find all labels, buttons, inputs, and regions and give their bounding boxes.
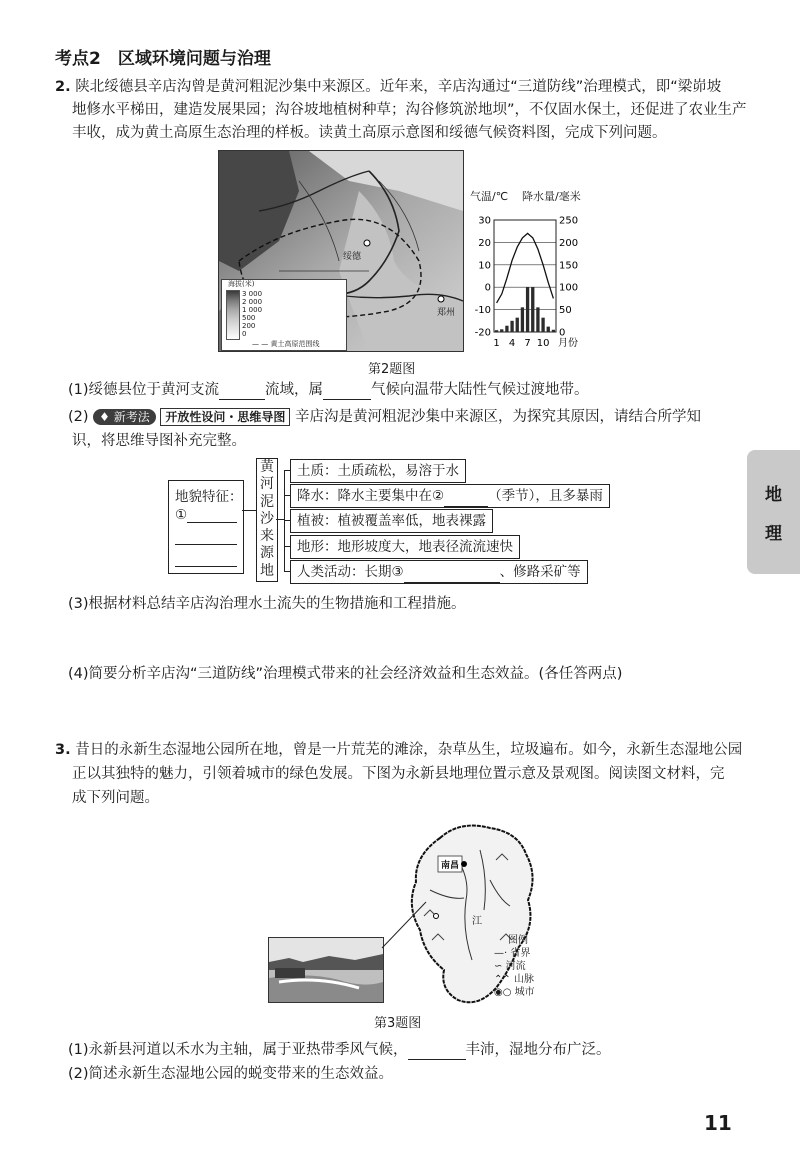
q3-intro-line-1: 3. 昔日的永新生态湿地公园所在地，曾是一片荒芜的滩涂，杂草丛生，垃圾遍布。如今，永新生态湿地公园 [55,742,743,758]
chart-right-tick: 250 [559,215,579,227]
chart-right-axis-label: 降水量/毫米 [522,190,581,203]
chart-precip-bar [552,330,555,332]
mountain-legend-icon: ⌃⌃ [494,974,511,985]
q3-number: 3. [55,742,71,758]
chart-x-tick: 1 [493,338,500,349]
q3-sub1-blank[interactable] [408,1045,466,1060]
map-legend: 海拔(米) 3 000 2 000 1 000 500 200 0 — — 黄土高原范围线 [221,279,347,351]
chart-x-tick: 7 [524,338,531,349]
chart-precip-bar [495,330,498,332]
mindmap-bracket [284,470,285,572]
loess-plateau-map [218,150,464,352]
mindmap-item-soil: 土质：土质疏松，易溶于水 [290,459,466,483]
page-number: 11 [704,1111,732,1135]
chart-right-tick: 100 [559,282,579,294]
chart-precip-bar [547,327,550,332]
climate-chart [464,188,584,358]
subject-side-tab: 地 理 [747,450,800,574]
mindmap-blank-3[interactable] [404,568,500,583]
chart-left-tick: 20 [478,237,491,249]
legend-values: 3 000 2 000 1 000 500 200 0 [242,290,263,338]
chart-x-unit: 月份 [558,338,578,349]
mindmap-blank-1a[interactable] [187,508,237,523]
q2-intro-line-1: 2. 陕北绥德县辛店沟曾是黄河粗泥沙集中来源区。近年来，辛店沟通过“三道防线”治理模式，即“梁峁坡 [55,79,722,95]
q2-sub2-line-2: 识，将思维导图补充完整。 [72,433,246,449]
q2-number: 2. [55,79,71,95]
river-legend-icon: ∽ [494,961,503,972]
chart-left-tick: 0 [484,282,491,294]
q2-intro-line-3: 丰收，成为黄土高原生态治理的样板。读黄土高原示意图和绥德气候资料图，完成下列问题。 [72,125,667,141]
chart-left-axis-label: 气温/℃ [470,190,509,203]
q3-sub1: (1)永新县河道以禾水为主轴，属于亚热带季风气候， 丰沛，湿地分布广泛。 [68,1042,611,1058]
chart-left-tick: 30 [478,215,491,227]
mindmap-item-human: 人类活动：长期③ 、修路采矿等 [290,560,588,584]
q3-intro-line-2: 正以其独特的魅力，引领着城市的绿色发展。下图为永新县地理位置示意及景观图。阅读图文材料，完 [72,766,725,782]
q3-figure-caption: 第3题图 [374,1016,422,1031]
mindmap-blank-1b[interactable] [175,530,237,545]
chart-precip-bar [500,329,503,332]
q3-sub2: (2)简述永新生态湿地公园的蜕变带来的生态效益。 [68,1066,394,1082]
chart-precip-bar [531,287,534,332]
chart-temperature-line [497,233,554,303]
badge-icon: ♦ [99,410,110,424]
new-method-badge: ♦ 新考法 [93,409,156,425]
map-city-label-suide: 绥德 [343,252,362,262]
border-legend-icon: —· [494,948,508,959]
chart-right-tick: 0 [559,327,566,339]
wetland-park-photo [268,937,384,1003]
chart-x-tick: 10 [536,338,550,349]
chart-right-tick: 200 [559,237,579,249]
open-question-badge: 开放性设问・思维导图 [160,408,290,426]
q3-map-legend: 图例 —· 省界 ∽ 河流 ⌃⌃ 山脉 ◉○ 城市 [494,935,535,998]
mindmap-blank-2[interactable] [444,492,488,507]
q2-sub1-blank-1[interactable] [219,385,265,400]
chart-right-tick: 150 [559,260,579,272]
climate-chart-svg [464,188,584,358]
chart-right-tick: 50 [559,305,572,317]
map-city-label-zhengzhou: 郑州 [437,308,456,318]
chart-precip-bar [505,326,508,332]
q2-sub3: (3)根据材料总结辛店沟治理水土流失的生物措施和工程措施。 [68,596,466,612]
chart-left-tick: 10 [478,260,491,272]
chart-precip-bar [526,287,529,332]
q2-sub1: (1)绥德县位于黄河支流 流域，属 气候向温带大陆性气候过渡地带。 [68,382,589,398]
chart-precip-bar [521,307,524,332]
chart-left-tick: -10 [474,305,491,317]
mindmap-item-vegetation: 植被：植被覆盖率低，地表裸露 [290,509,493,533]
q2-sub2-line-1: (2) ♦ 新考法 开放性设问・思维导图 辛店沟是黄河粗泥沙集中来源区，为探究其原因，请结合所学知 [68,409,701,425]
mindmap-item-terrain: 地形：地形坡度大，地表径流流速快 [290,535,520,559]
chart-precip-bar [541,318,544,332]
photo-pointer-line [380,900,430,950]
q3-intro-line-3: 成下列问题。 [72,790,159,806]
mindmap-center-box: 黄 河 泥 沙 来 源 地 [256,458,278,582]
section-heading: 考点2 区域环境问题与治理 [55,49,271,69]
mindmap-left-box: 地貌特征： ① [168,480,244,574]
chart-precip-bar [516,318,519,332]
mindmap-connector-right [276,519,284,520]
q2-sub1-blank-2[interactable] [323,385,371,400]
city-legend-icon: ◉○ [494,987,512,998]
q2-sub4: (4)简要分析辛店沟“三道防线”治理模式带来的社会经济效益和生态效益。(各任答两点) [68,666,623,682]
chart-precip-bar [510,321,513,332]
legend-color-ramp [226,290,240,340]
chart-left-tick: -20 [474,327,491,339]
mindmap-item-precipitation: 降水：降水主要集中在② （季节），且多暴雨 [290,484,610,508]
chart-precip-bar [536,307,539,332]
map-region-label: 江 [472,916,482,927]
legend-boundary: — — 黄土高原范围线 [252,340,320,348]
q2-figure-caption: 第2题图 [368,362,416,377]
mindmap-connector-left [242,510,256,511]
chart-x-tick: 4 [508,338,516,349]
map-city-nanchang: 南昌 [441,861,460,871]
q2-intro-line-2: 地修水平梯田，建造发展果园；沟谷坡地植树种草；沟谷修筑淤地坝”，不仅固水保土，还促进了农业生产 [72,102,747,118]
mindmap-blank-1c[interactable] [175,552,237,567]
